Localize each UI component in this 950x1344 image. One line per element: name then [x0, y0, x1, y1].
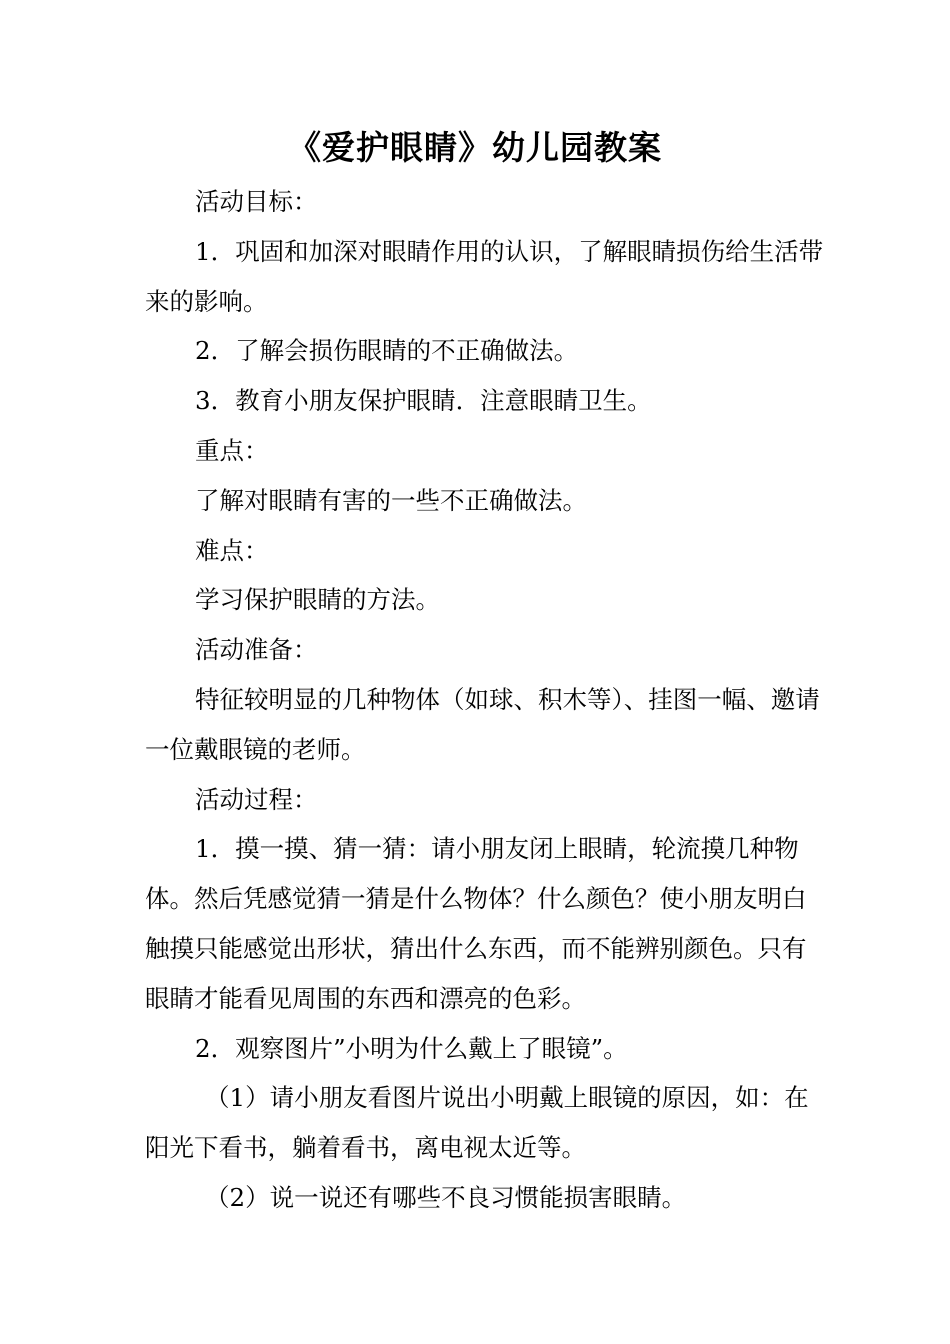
paragraph-process-heading: 活动过程：: [195, 784, 318, 814]
paragraph-process-1: 1．摸一摸、猜一猜：请小朋友闭上眼睛，轮流摸几种物体。然后凭感觉猜一猜是什么物体？什么颜色？使小朋友明白触摸只能感觉出形状，猜出什么东西，而不能辨别颜色。只有眼睛才能看见周围的东西和漂亮的色彩。: [145, 834, 807, 1013]
paragraph-objective-3: 3．教育小朋友保护眼睛．注意眼睛卫生。: [195, 386, 652, 416]
paragraph-process-2: 2．观察图片”小明为什么戴上了眼镜”。: [195, 1033, 628, 1063]
paragraph-process-2-2: （2）说一说还有哪些不良习惯能损害眼睛。: [205, 1182, 687, 1212]
paragraph-process-2-1: （1）请小朋友看图片说出小明戴上眼镜的原因，如：在阳光下看书，躺着看书，离电视太近等。: [145, 1083, 809, 1163]
paragraph-key-points: 了解对眼睛有害的一些不正确做法。: [195, 485, 587, 515]
paragraph-difficulty-heading: 难点：: [195, 535, 269, 565]
paragraph-objectives-heading: 活动目标：: [195, 187, 318, 216]
paragraph-objective-2: 2．了解会损伤眼睛的不正确做法。: [195, 336, 579, 366]
paragraph-preparation: 特征较明显的几种物体（如球、积木等）、挂图一幅、邀请一位戴眼镜的老师。: [145, 684, 820, 764]
document-title: 《爱护眼睛》幼儿园教案: [288, 128, 662, 167]
paragraph-key-points-heading: 重点：: [195, 435, 269, 465]
paragraph-difficulty: 学习保护眼睛的方法。: [195, 585, 440, 615]
paragraph-objective-1: 1．巩固和加深对眼睛作用的认识，了解眼睛损伤给生活带来的影响。: [145, 236, 824, 316]
paragraph-preparation-heading: 活动准备：: [195, 635, 318, 665]
document-body: [145, 177, 825, 1223]
